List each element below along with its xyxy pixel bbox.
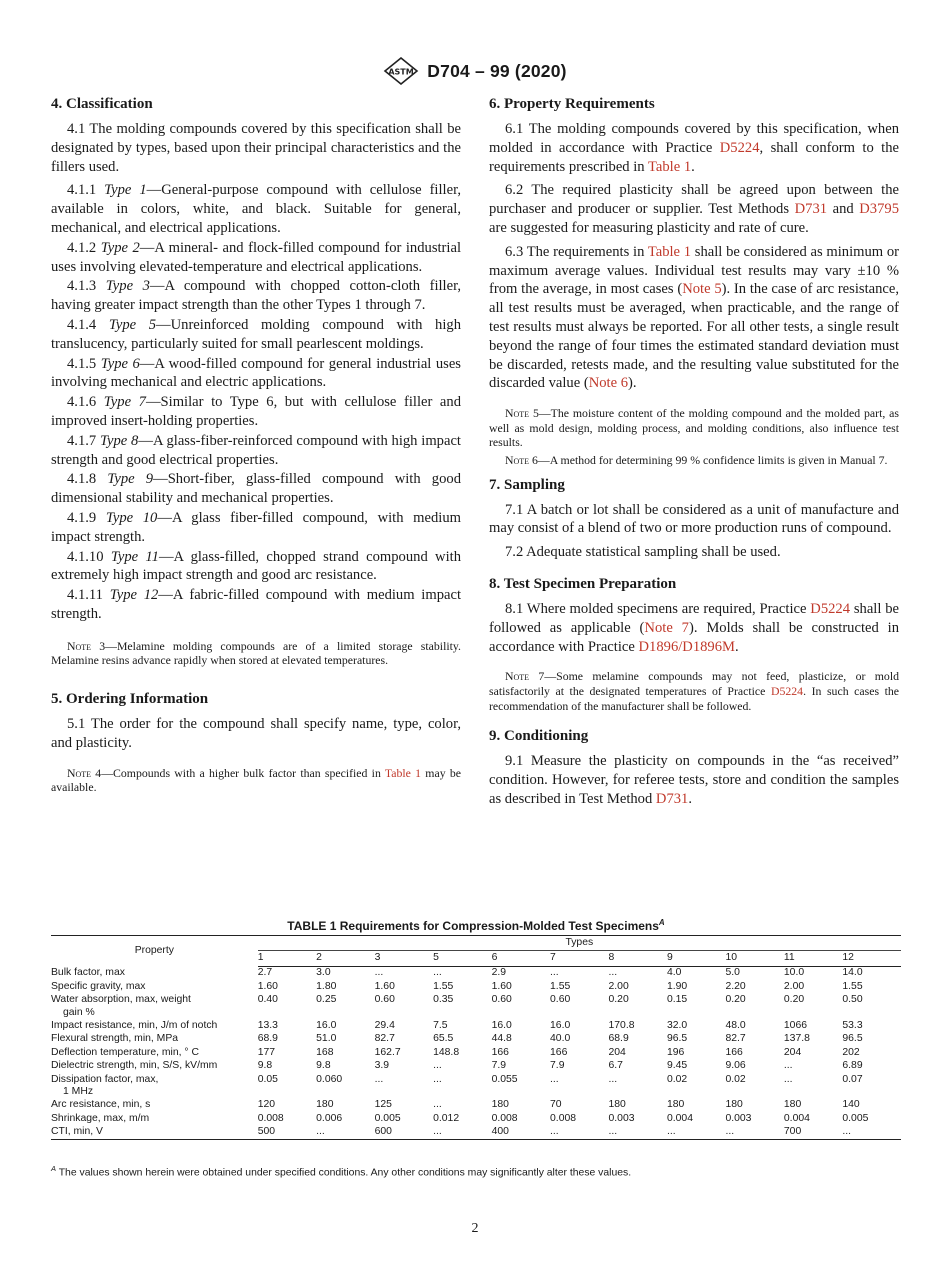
table-cell: 16.0 — [550, 1019, 571, 1031]
type-column-header: 7 — [550, 951, 608, 966]
type-column-header: 9 — [667, 951, 725, 966]
property-name — [51, 966, 258, 980]
table-cell: 7.9 — [491, 1060, 507, 1072]
table-cell: 82.7 — [725, 1033, 746, 1045]
paragraph-4-1-10: 4.1.10 Type 11—A glass-filled, chopped strand compound with extremely high impact strength and good arc resistance. — [51, 548, 461, 584]
table-cell: 0.006 — [316, 1112, 343, 1124]
table-cell: ... — [609, 1126, 667, 1140]
table-cell: 0.05 — [257, 1073, 278, 1085]
table-cell: 0.008 — [257, 1112, 284, 1124]
type-column-header: 1 — [258, 951, 316, 966]
table-cell: 180 — [666, 1099, 685, 1111]
table-row — [51, 1126, 901, 1140]
table-cell: 170.8 — [608, 1019, 635, 1031]
table-cell: 9.8 — [257, 1060, 273, 1072]
paragraph-4-1-1: 4.1.1 Type 1—General-purpose compound with cellulose filler, available in colors, white, and black. Suitable for general, mechanical, and electrical applications. — [51, 182, 461, 236]
table-cell: ... — [433, 1060, 442, 1072]
note-6-link[interactable]: Note 6 — [588, 375, 629, 392]
table-cell: 2.7 — [257, 967, 273, 979]
table-cell: 0.40 — [257, 994, 278, 1006]
right-column — [489, 95, 899, 813]
note-7-link[interactable]: Note 7 — [644, 619, 689, 636]
table-cell: 2.20 — [725, 980, 746, 992]
table-cell: 196 — [666, 1046, 685, 1058]
table-cell: 148.8 — [433, 1046, 460, 1058]
table-1-link[interactable]: Table 1 — [384, 765, 422, 780]
table-cell: 48.0 — [725, 1019, 746, 1031]
table-cell: 0.060 — [316, 1073, 343, 1085]
table-cell: 6.89 — [842, 1060, 863, 1072]
table-cell: 1.55 — [550, 980, 571, 992]
table-cell: 13.3 — [257, 1019, 278, 1031]
paragraph-8-1: 8.1 Where molded specimens are required, Practice D5224 shall be followed as applicable (Note 7). Molds shall be constructed in accordance with Practice D1896/D1896M. — [489, 600, 900, 655]
d5224-link[interactable]: D5224 — [810, 600, 851, 617]
paragraph-4-1-5: 4.1.5 Type 6—A wood-filled compound for general industrial uses involving mechanical and electric applications. — [51, 355, 461, 391]
paragraph-9-1: 9.1 Measure the plasticity on compounds in the “as received” condition. However, for referee tests, store and condition the samples as described in Test Method D731. — [489, 753, 899, 807]
table-cell: 29.4 — [374, 1019, 395, 1031]
svg-text:ASTM: ASTM — [388, 67, 414, 77]
table-cell: 16.0 — [491, 1019, 512, 1031]
property-name — [51, 994, 258, 1020]
property-label: CTI, min, V — [51, 1126, 103, 1138]
property-name — [51, 1099, 258, 1112]
page-number: 2 — [471, 1221, 479, 1236]
section-9-heading: 9. Conditioning — [489, 728, 589, 745]
paragraph-4-1-9: 4.1.9 Type 10—A glass fiber-filled compound, with medium impact strength. — [51, 509, 461, 545]
property-label: Dielectric strength, min, S/S, kV/mm — [51, 1060, 218, 1072]
property-name — [51, 1126, 258, 1140]
table-cell: 140 — [842, 1099, 860, 1111]
table-cell: 204 — [783, 1046, 802, 1058]
d5224-link[interactable]: D5224 — [770, 683, 804, 698]
table-cell: ... — [608, 1073, 618, 1085]
table-cell: 96.5 — [666, 1033, 688, 1045]
table-cell: ... — [374, 1073, 384, 1085]
table-cell: 180 — [316, 1099, 334, 1111]
section-8-heading: 8. Test Specimen Preparation — [489, 575, 677, 592]
table-cell: 1.80 — [316, 980, 337, 992]
table-cell: 32.0 — [666, 1019, 688, 1031]
table-cell: 120 — [257, 1099, 276, 1111]
table-cell: 180 — [608, 1099, 626, 1111]
paragraph-4-1-11: 4.1.11 Type 12—A fabric-filled compound with medium impact strength. — [51, 587, 462, 622]
table-cell: 0.20 — [608, 994, 629, 1006]
table-row — [51, 1046, 901, 1059]
paragraph-4-1-6: 4.1.6 Type 7—Similar to Type 6, but with cellulose filler and improved insert-holding properties. — [51, 394, 461, 429]
table-cell: 0.50 — [842, 994, 863, 1006]
table-cell: 5.0 — [725, 967, 740, 979]
table-cell: 125 — [374, 1099, 392, 1111]
table-cell: 0.008 — [491, 1112, 518, 1124]
table-row — [51, 994, 901, 1020]
table-cell: 3.9 — [374, 1060, 390, 1072]
table-cell: 7.9 — [550, 1060, 565, 1072]
table-cell: 202 — [842, 1046, 860, 1058]
table-cell: 0.055 — [491, 1073, 518, 1085]
property-label: Deflection temperature, min, ° C — [51, 1046, 199, 1058]
type-column-header: 5 — [433, 951, 491, 966]
table-cell: 700 — [784, 1126, 842, 1140]
left-column — [51, 95, 461, 795]
table-cell: 53.3 — [842, 1019, 863, 1031]
table-cell: ... — [374, 967, 384, 979]
table-cell: 0.02 — [666, 1073, 688, 1085]
property-label-continuation: 1 MHz — [63, 1085, 94, 1097]
table-cell: 1.60 — [374, 980, 395, 992]
property-label: Specific gravity, max — [51, 980, 146, 992]
document-designation: D704 – 99 (2020) — [427, 60, 567, 81]
table-cell: 0.008 — [550, 1112, 577, 1124]
table-row — [51, 1019, 901, 1032]
table-cell: 0.07 — [842, 1073, 863, 1085]
property-label: Impact resistance, min, J/m of notch — [51, 1019, 218, 1031]
property-header: Property — [51, 936, 258, 967]
table-cell: 4.0 — [666, 967, 682, 979]
note-6: Note 6—A method for determining 99 % confidence limits is given in Manual 7. — [505, 452, 888, 467]
d731-link[interactable]: D731 — [794, 201, 828, 218]
table-cell: 14.0 — [842, 967, 863, 979]
table-cell: 2.00 — [608, 980, 629, 992]
note-5-link[interactable]: Note 5 — [682, 281, 722, 298]
table-cell: 0.60 — [491, 994, 512, 1006]
table-cell: 2.00 — [783, 980, 805, 992]
table-cell: ... — [725, 1126, 783, 1140]
table-cell: 68.9 — [257, 1033, 278, 1045]
table-cell: 0.005 — [374, 1112, 401, 1124]
table-1-link[interactable]: Table 1 — [647, 243, 692, 260]
d3795-link[interactable]: D3795 — [859, 201, 899, 218]
astm-logo-icon — [383, 57, 419, 85]
table-cell: 0.004 — [666, 1112, 693, 1124]
property-name — [51, 1060, 258, 1073]
table-cell: 1066 — [783, 1019, 808, 1031]
property-label: Dissipation factor, max, — [51, 1073, 159, 1085]
section-6-heading: 6. Property Requirements — [489, 96, 655, 112]
table-cell: ... — [550, 1073, 559, 1085]
type-column-header: 8 — [609, 951, 667, 966]
property-name — [51, 1046, 258, 1059]
table-cell: 68.9 — [608, 1033, 629, 1045]
table-cell: 180 — [725, 1099, 743, 1111]
table-cell: ... — [550, 967, 559, 979]
type-column-header: 12 — [842, 951, 901, 966]
note-5: Note 5—The moisture content of the molding compound and the molded part, as well as mold design, molding process, and molding conditions, also influence test results. — [489, 406, 899, 450]
table-cell: 9.45 — [666, 1060, 688, 1072]
table-cell: 96.5 — [842, 1033, 863, 1045]
table-row — [51, 1099, 901, 1112]
table-cell: 1.55 — [842, 980, 863, 992]
table-cell: 6.7 — [608, 1060, 623, 1072]
table-cell: 3.0 — [316, 967, 331, 979]
table-cell: ... — [316, 1126, 374, 1140]
table-row — [51, 966, 901, 980]
table-cell: 2.9 — [491, 967, 507, 979]
table-cell: 400 — [492, 1126, 550, 1140]
property-label: Arc resistance, min, s — [51, 1099, 151, 1111]
type-column-header: 2 — [316, 951, 374, 966]
property-label: Water absorption, max, weight — [51, 994, 191, 1006]
table-cell: 0.20 — [783, 994, 805, 1006]
paragraph-4-1-2: 4.1.2 Type 2—A mineral- and flock-filled compound for industrial uses involving elevated-temperature and electrical applications. — [51, 239, 461, 275]
table-cell: 137.8 — [783, 1033, 810, 1045]
property-name — [51, 980, 258, 993]
table-cell: 0.60 — [374, 994, 395, 1006]
requirements-table — [51, 935, 901, 1140]
table-cell: 1.90 — [666, 980, 688, 992]
table-cell: 1.60 — [257, 980, 278, 992]
table-cell: 51.0 — [316, 1033, 337, 1045]
property-name — [51, 1019, 258, 1032]
d1896-link[interactable]: D1896/D1896M — [638, 638, 735, 655]
property-name — [51, 1033, 258, 1046]
table-cell: 0.35 — [433, 994, 454, 1006]
table-cell: ... — [783, 1073, 793, 1085]
note-7: Note 7—Some melamine compounds may not feed, plasticize, or mold satisfactorily at the designated temperatures of Practice D5224. In such cases the recommendation of the manufacturer shall be followed. — [489, 669, 900, 713]
table-cell: 166 — [550, 1046, 568, 1058]
table-cell: 166 — [725, 1046, 743, 1058]
table-cell: 204 — [608, 1046, 626, 1058]
table-cell: 600 — [375, 1126, 433, 1140]
table-cell: ... — [667, 1126, 725, 1140]
table-cell: 0.25 — [316, 994, 337, 1006]
table-cell: 1.60 — [491, 980, 512, 992]
table-cell: 0.20 — [725, 994, 746, 1006]
table-cell: ... — [433, 967, 442, 979]
page-header — [0, 57, 950, 85]
property-label: Bulk factor, max — [51, 966, 125, 978]
table-cell: 0.60 — [550, 994, 571, 1006]
table-cell: ... — [608, 967, 618, 979]
table-cell: 9.8 — [316, 1060, 331, 1072]
type-column-header: 10 — [725, 951, 783, 966]
table-cell: ... — [842, 1126, 901, 1140]
table-cell: 0.003 — [725, 1112, 752, 1124]
table-cell: 168 — [316, 1046, 334, 1058]
section-5-heading: 5. Ordering Information — [51, 690, 209, 707]
type-column-header: 11 — [784, 951, 842, 966]
table-cell: 0.02 — [725, 1073, 746, 1085]
table-cell: 0.012 — [433, 1112, 460, 1124]
type-column-header: 6 — [492, 951, 550, 966]
paragraph-6-2: 6.2 The required plasticity shall be agreed upon between the purchaser and producer or supplier. Test Methods D731 and D3795 are suggested for measuring plasticity and rate of cure. — [489, 182, 899, 236]
table-cell: 70 — [550, 1099, 562, 1111]
table-row — [51, 1112, 901, 1125]
paragraph-6-1: 6.1 The molding compounds covered by this specification, when molded in accordance with Practice D5224, shall conform to the requirements prescribed in Table 1. — [489, 121, 899, 175]
note-4: Note 4—Compounds with a higher bulk factor than specified in Table 1 may be available. — [51, 765, 461, 795]
property-label: Flexural strength, min, MPa — [51, 1033, 179, 1045]
table-cell: 0.15 — [666, 994, 688, 1006]
table-cell: 166 — [491, 1046, 509, 1058]
table-cell: 16.0 — [316, 1019, 337, 1031]
types-header: Types — [258, 936, 901, 951]
table-cell: 180 — [491, 1099, 509, 1111]
table-cell: 177 — [257, 1046, 276, 1058]
table-cell: 162.7 — [374, 1046, 401, 1058]
property-label: Shrinkage, max, m/m — [51, 1112, 150, 1124]
d5224-link[interactable]: D5224 — [719, 139, 760, 156]
table-cell: 0.004 — [783, 1112, 810, 1124]
table-row — [51, 1033, 901, 1046]
table-cell: 180 — [783, 1099, 802, 1111]
table-cell: 9.06 — [725, 1060, 746, 1072]
table-1-link[interactable]: Table 1 — [648, 158, 692, 175]
note-3: Note 3—Melamine molding compounds are of a limited storage stability. Melamine resins advance rapidly when stored at elevated temperatures. — [51, 638, 461, 668]
table-cell: 1.55 — [433, 980, 454, 992]
table-cell: 40.0 — [550, 1033, 571, 1045]
table-row — [51, 980, 901, 993]
table-cell: 10.0 — [783, 967, 805, 979]
table-cell: ... — [783, 1060, 793, 1072]
property-label-continuation: gain % — [63, 1006, 95, 1018]
paragraph-7-2: 7.2 Adequate statistical sampling shall be used. — [505, 544, 781, 561]
property-name — [51, 1073, 258, 1099]
type-column-header: 3 — [375, 951, 433, 966]
section-4-heading: 4. Classification — [51, 96, 153, 112]
table-cell: ... — [433, 1073, 442, 1085]
table-cell: 65.5 — [433, 1033, 454, 1045]
d731-link[interactable]: D731 — [655, 790, 689, 807]
table-cell: ... — [433, 1126, 491, 1140]
paragraph-4-1-3: 4.1.3 Type 3—A compound with chopped cotton-cloth filler, having greater impact strength than the other Types 1 through 7. — [51, 278, 462, 314]
table-cell: 44.8 — [491, 1033, 512, 1045]
table-row — [51, 1060, 901, 1073]
table-footnote: $^A$ The values shown herein were obtained under specified conditions. Any other conditions may significantly alter these values. — [51, 1164, 632, 1179]
table-cell: 82.7 — [374, 1033, 395, 1045]
paragraph-7-1: 7.1 A batch or lot shall be considered as a unit of manufacture and may consist of a blend of two or more production runs of compound. — [489, 501, 899, 537]
table-cell: 0.003 — [608, 1112, 635, 1124]
table-cell: 0.005 — [842, 1112, 869, 1124]
paragraph-4-1-8: 4.1.8 Type 9—Short-fiber, glass-filled compound with good dimensional stability and mechanical properties. — [51, 471, 461, 507]
paragraph-4-1: 4.1 The molding compounds covered by this specification shall be designated by types, based upon their principal characteristics and the fillers used. — [51, 121, 461, 175]
paragraph-4-1-7: 4.1.7 Type 8—A glass-fiber-reinforced compound with high impact strength and good electrical properties. — [51, 432, 461, 468]
table-caption: TABLE 1 Requirements for Compression-Molded Test Specimens$^A$ — [287, 918, 665, 933]
table-cell: 7.5 — [433, 1019, 448, 1031]
section-7-heading: 7. Sampling — [489, 476, 565, 493]
paragraph-5-1: 5.1 The order for the compound shall specify name, type, color, and plasticity. — [51, 715, 461, 751]
table-row — [51, 1073, 901, 1099]
table-cell: ... — [550, 1126, 608, 1140]
property-name — [51, 1112, 258, 1125]
paragraph-4-1-4: 4.1.4 Type 5—Unreinforced molding compound with high translucency, particularly suited for small pearlescent moldings. — [51, 316, 461, 352]
table-cell: 500 — [258, 1126, 316, 1140]
table-cell: ... — [433, 1099, 442, 1111]
paragraph-6-3: 6.3 The requirements in Table 1 shall be considered as minimum or maximum average values. Individual test results may vary ±10 % from the average, in most cases (Note 5). In the case of arc resistance, all test results must be averaged, when practicable, and the range of test results must always be reported. For all other tests, a single result beyond the range of four times the estimated standard deviation must be discarded, retests made, and the resulting value substituted for the discarded value (Note 6). — [489, 243, 900, 392]
